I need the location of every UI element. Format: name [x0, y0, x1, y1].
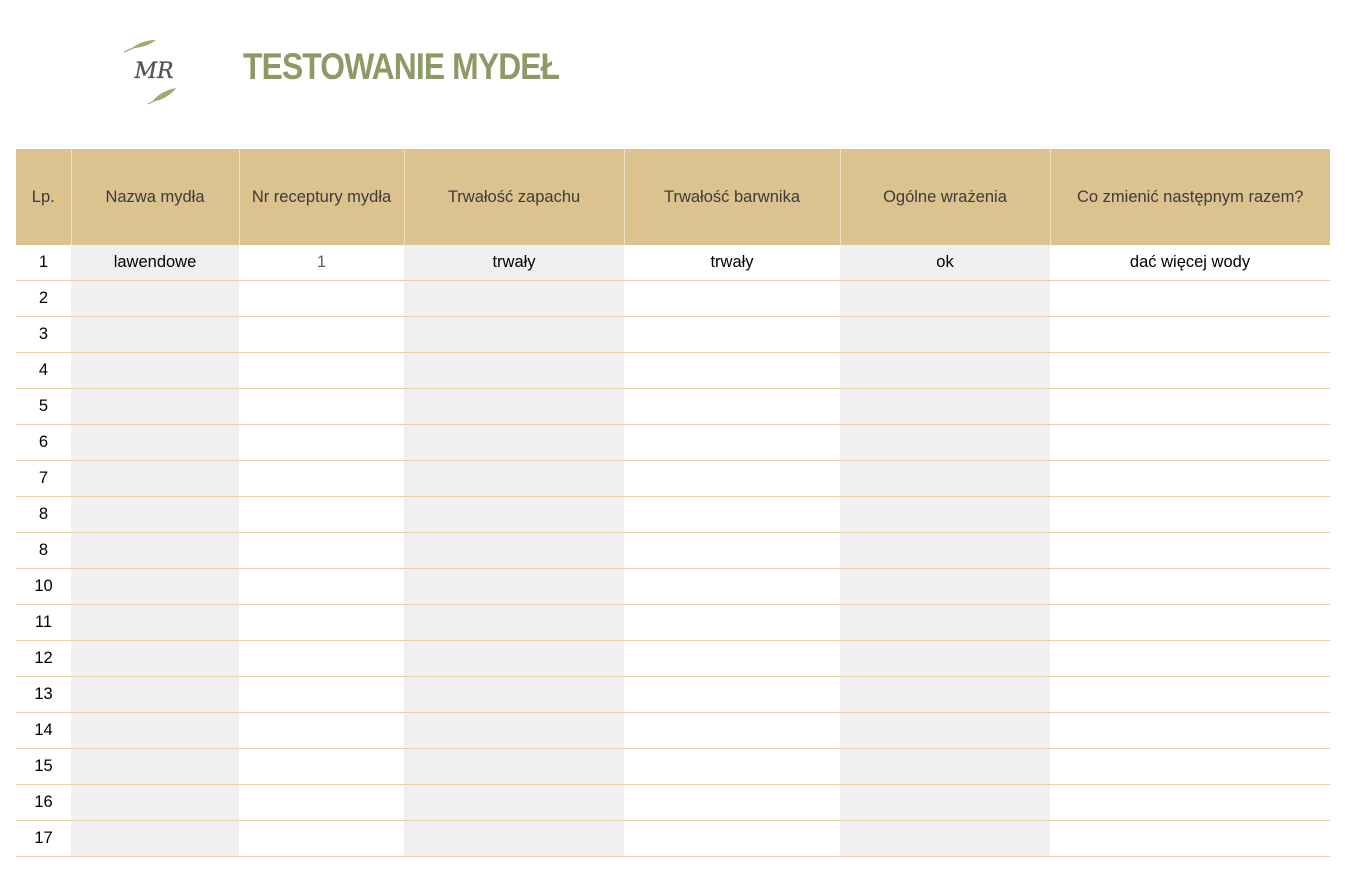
- cell-lp: 4: [16, 353, 71, 389]
- cell-scent-durability[interactable]: [404, 281, 624, 317]
- cell-general-impressions[interactable]: [840, 497, 1050, 533]
- cell-general-impressions[interactable]: [840, 821, 1050, 857]
- table-row: [16, 317, 1330, 353]
- cell-recipe-no[interactable]: [239, 389, 404, 425]
- cell-scent-durability[interactable]: [404, 605, 624, 641]
- cell-soap-name[interactable]: [71, 569, 239, 605]
- cell-scent-durability[interactable]: [404, 785, 624, 821]
- col-header-soap-name: Nazwa mydła: [71, 149, 239, 245]
- cell-lp: 10: [16, 569, 71, 605]
- table-row: [16, 749, 1330, 785]
- col-header-general-impressions: Ogólne wrażenia: [840, 149, 1050, 245]
- cell-dye-durability[interactable]: [624, 425, 840, 461]
- table-row: [16, 821, 1330, 857]
- cell-recipe-no[interactable]: [239, 821, 404, 857]
- soap-test-table: [16, 149, 1330, 857]
- cell-general-impressions[interactable]: [840, 641, 1050, 677]
- cell-lp: 8: [16, 533, 71, 569]
- cell-scent-durability[interactable]: [404, 497, 624, 533]
- table-body: [16, 245, 1330, 857]
- cell-what-to-change[interactable]: [1050, 317, 1330, 353]
- cell-general-impressions[interactable]: [840, 533, 1050, 569]
- cell-what-to-change[interactable]: [1050, 425, 1330, 461]
- cell-scent-durability[interactable]: [404, 353, 624, 389]
- cell-dye-durability[interactable]: [624, 389, 840, 425]
- cell-lp: 7: [16, 461, 71, 497]
- cell-scent-durability[interactable]: [404, 569, 624, 605]
- cell-lp: 5: [16, 389, 71, 425]
- cell-soap-name[interactable]: lawendowe: [71, 245, 239, 281]
- cell-dye-durability[interactable]: [624, 461, 840, 497]
- cell-dye-durability[interactable]: [624, 353, 840, 389]
- cell-general-impressions[interactable]: [840, 569, 1050, 605]
- cell-dye-durability[interactable]: [624, 641, 840, 677]
- cell-soap-name[interactable]: [71, 497, 239, 533]
- table-row: [16, 785, 1330, 821]
- cell-general-impressions[interactable]: [840, 605, 1050, 641]
- cell-dye-durability[interactable]: [624, 317, 840, 353]
- table-row: [16, 605, 1330, 641]
- cell-recipe-no[interactable]: [239, 497, 404, 533]
- cell-recipe-no[interactable]: [239, 317, 404, 353]
- cell-soap-name[interactable]: [71, 785, 239, 821]
- cell-scent-durability[interactable]: [404, 389, 624, 425]
- col-header-lp: Lp.: [16, 149, 71, 245]
- table-row: [16, 353, 1330, 389]
- cell-soap-name[interactable]: [71, 389, 239, 425]
- table-header-row: [16, 149, 1330, 245]
- cell-scent-durability[interactable]: [404, 749, 624, 785]
- cell-dye-durability[interactable]: [624, 605, 840, 641]
- table-row: [16, 425, 1330, 461]
- cell-scent-durability[interactable]: [404, 821, 624, 857]
- cell-recipe-no[interactable]: [239, 677, 404, 713]
- cell-soap-name[interactable]: [71, 713, 239, 749]
- cell-general-impressions[interactable]: [840, 749, 1050, 785]
- cell-soap-name[interactable]: [71, 641, 239, 677]
- cell-scent-durability[interactable]: [404, 677, 624, 713]
- cell-what-to-change[interactable]: [1050, 821, 1330, 857]
- cell-soap-name[interactable]: [71, 461, 239, 497]
- table-row: [16, 245, 1330, 281]
- cell-soap-name[interactable]: [71, 425, 239, 461]
- cell-dye-durability[interactable]: [624, 821, 840, 857]
- cell-recipe-no[interactable]: 1: [239, 245, 404, 281]
- cell-dye-durability[interactable]: [624, 569, 840, 605]
- cell-what-to-change[interactable]: [1050, 605, 1330, 641]
- table-row: [16, 641, 1330, 677]
- cell-lp: 14: [16, 713, 71, 749]
- cell-recipe-no[interactable]: [239, 713, 404, 749]
- cell-recipe-no[interactable]: [239, 425, 404, 461]
- cell-recipe-no[interactable]: [239, 461, 404, 497]
- cell-dye-durability[interactable]: [624, 677, 840, 713]
- cell-scent-durability[interactable]: [404, 425, 624, 461]
- cell-lp: 15: [16, 749, 71, 785]
- cell-general-impressions[interactable]: [840, 281, 1050, 317]
- cell-soap-name[interactable]: [71, 533, 239, 569]
- cell-lp: 12: [16, 641, 71, 677]
- cell-general-impressions[interactable]: [840, 317, 1050, 353]
- col-header-scent-durability: Trwałość zapachu: [404, 149, 624, 245]
- table-row: [16, 389, 1330, 425]
- cell-recipe-no[interactable]: [239, 605, 404, 641]
- page-title: TESTOWANIE MYDEŁ: [243, 46, 560, 87]
- cell-dye-durability[interactable]: trwały: [624, 245, 840, 281]
- cell-recipe-no[interactable]: [239, 353, 404, 389]
- col-header-dye-durability: Trwałość barwnika: [624, 149, 840, 245]
- cell-soap-name[interactable]: [71, 821, 239, 857]
- cell-general-impressions[interactable]: [840, 785, 1050, 821]
- cell-lp: 6: [16, 425, 71, 461]
- cell-general-impressions[interactable]: [840, 461, 1050, 497]
- cell-scent-durability[interactable]: [404, 641, 624, 677]
- cell-soap-name[interactable]: [71, 317, 239, 353]
- cell-scent-durability[interactable]: [404, 317, 624, 353]
- cell-lp: 1: [16, 245, 71, 281]
- cell-what-to-change[interactable]: [1050, 641, 1330, 677]
- cell-recipe-no[interactable]: [239, 281, 404, 317]
- cell-what-to-change[interactable]: [1050, 569, 1330, 605]
- cell-lp: 2: [16, 281, 71, 317]
- table-row: [16, 497, 1330, 533]
- cell-recipe-no[interactable]: [239, 749, 404, 785]
- cell-what-to-change[interactable]: [1050, 785, 1330, 821]
- cell-soap-name[interactable]: [71, 605, 239, 641]
- table-row: [16, 569, 1330, 605]
- cell-dye-durability[interactable]: [624, 749, 840, 785]
- cell-lp: 17: [16, 821, 71, 857]
- cell-recipe-no[interactable]: [239, 533, 404, 569]
- cell-dye-durability[interactable]: [624, 281, 840, 317]
- table-row: [16, 677, 1330, 713]
- cell-dye-durability[interactable]: [624, 713, 840, 749]
- cell-what-to-change[interactable]: [1050, 677, 1330, 713]
- col-header-recipe-no: Nr receptury mydła: [239, 149, 404, 245]
- logo-initials: MR: [134, 59, 174, 84]
- cell-scent-durability[interactable]: [404, 533, 624, 569]
- cell-recipe-no[interactable]: [239, 641, 404, 677]
- cell-lp: 3: [16, 317, 71, 353]
- cell-scent-durability[interactable]: [404, 461, 624, 497]
- cell-scent-durability[interactable]: [404, 713, 624, 749]
- cell-what-to-change[interactable]: [1050, 353, 1330, 389]
- cell-soap-name[interactable]: [71, 749, 239, 785]
- cell-general-impressions[interactable]: [840, 389, 1050, 425]
- table-row: [16, 461, 1330, 497]
- cell-what-to-change[interactable]: [1050, 497, 1330, 533]
- table-row: [16, 533, 1330, 569]
- cell-soap-name[interactable]: [71, 281, 239, 317]
- cell-what-to-change[interactable]: [1050, 533, 1330, 569]
- cell-lp: 8: [16, 497, 71, 533]
- logo-icon: [118, 36, 190, 108]
- cell-lp: 16: [16, 785, 71, 821]
- col-header-what-to-change: Co zmienić następnym razem?: [1050, 149, 1330, 245]
- cell-recipe-no[interactable]: [239, 569, 404, 605]
- cell-soap-name[interactable]: [71, 677, 239, 713]
- cell-general-impressions[interactable]: ok: [840, 245, 1050, 281]
- cell-dye-durability[interactable]: [624, 497, 840, 533]
- cell-general-impressions[interactable]: [840, 677, 1050, 713]
- cell-what-to-change[interactable]: [1050, 713, 1330, 749]
- cell-soap-name[interactable]: [71, 353, 239, 389]
- cell-what-to-change[interactable]: dać więcej wody: [1050, 245, 1330, 281]
- cell-recipe-no[interactable]: [239, 785, 404, 821]
- table-row: [16, 281, 1330, 317]
- cell-dye-durability[interactable]: [624, 533, 840, 569]
- table-row: [16, 713, 1330, 749]
- cell-scent-durability[interactable]: trwały: [404, 245, 624, 281]
- cell-general-impressions[interactable]: [840, 425, 1050, 461]
- cell-what-to-change[interactable]: [1050, 749, 1330, 785]
- cell-what-to-change[interactable]: [1050, 461, 1330, 497]
- cell-what-to-change[interactable]: [1050, 389, 1330, 425]
- cell-lp: 13: [16, 677, 71, 713]
- cell-general-impressions[interactable]: [840, 353, 1050, 389]
- cell-what-to-change[interactable]: [1050, 281, 1330, 317]
- cell-lp: 11: [16, 605, 71, 641]
- cell-general-impressions[interactable]: [840, 713, 1050, 749]
- cell-dye-durability[interactable]: [624, 785, 840, 821]
